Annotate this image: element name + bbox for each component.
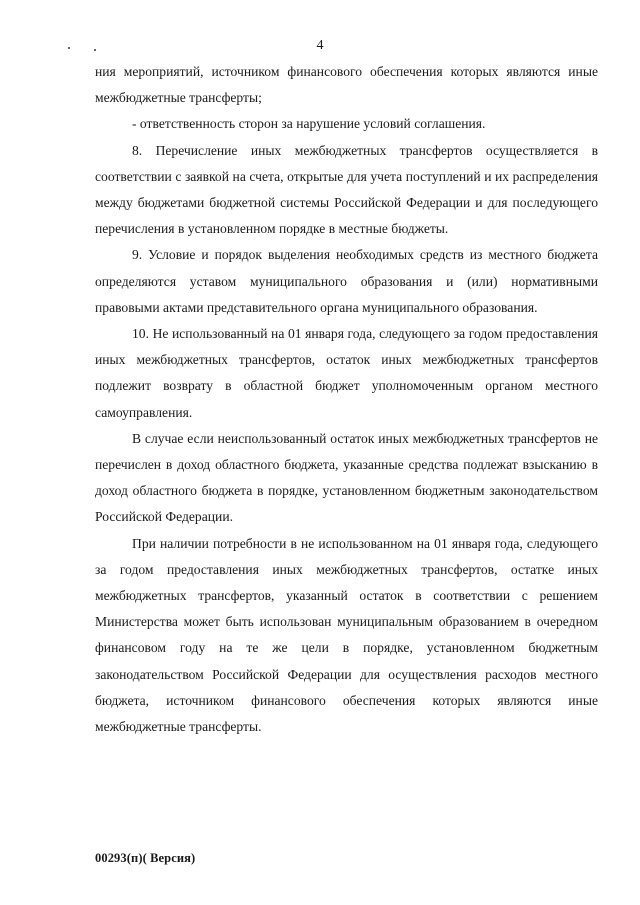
- paragraph-continuation: ния мероприятий, источником финансового обеспечения которых являются иные межбюджетные трансферты;: [95, 64, 598, 106]
- paragraph-8: 8. Перечисление иных межбюджетных трансфертов осуществляется в соответствии с заявкой на счета, открытые для учета поступлений и их распределения между бюджетами бюджетной системы Российской Федерации и для последующего перечисления в установленном порядке в местные бюджеты.: [95, 142, 598, 237]
- body-text: [95, 59, 598, 740]
- paragraph-recovery: В случае если неиспользованный остаток иных межбюджетных трансфертов не перечислен в доход областного бюджета, указанные средства подлежат взысканию в доход областного бюджета в порядке, установленном бюджетным законодательством Российской Федерации.: [95, 430, 598, 525]
- paragraph-9: 9. Условие и порядок выделения необходимых средств из местного бюджета определяются уставом муниципального образования и (или) нормативными правовыми актами представительного органа муниципального образования.: [95, 247, 598, 315]
- paragraph-remaining-balance: При наличии потребности в не использованном на 01 января года, следующего за годом предоставления иных межбюджетных трансфертов, остатке иных межбюджетных трансфертов, указанный остаток в соответствии с решением Министерства может быть использован муниципальным образованием в очередном финансовом году на те же цели в порядке, установленном бюджетным законодательством Российской Федерации для осуществления расходов местного бюджета, источником финансового обеспечения которых являются иные межбюджетные трансферты.: [95, 535, 598, 735]
- paragraph-10: 10. Не использованный на 01 января года, следующего за годом предоставления иных межбюджетных трансфертов, остаток иных межбюджетных трансфертов подлежит возврату в областной бюджет уполномоченным органом местного самоуправления.: [95, 326, 598, 420]
- paragraph-responsibility: - ответственность сторон за нарушение условий соглашения.: [132, 116, 486, 132]
- page-number: 4: [316, 38, 324, 53]
- document-footer-code: 00293(п)( Версия): [95, 851, 196, 865]
